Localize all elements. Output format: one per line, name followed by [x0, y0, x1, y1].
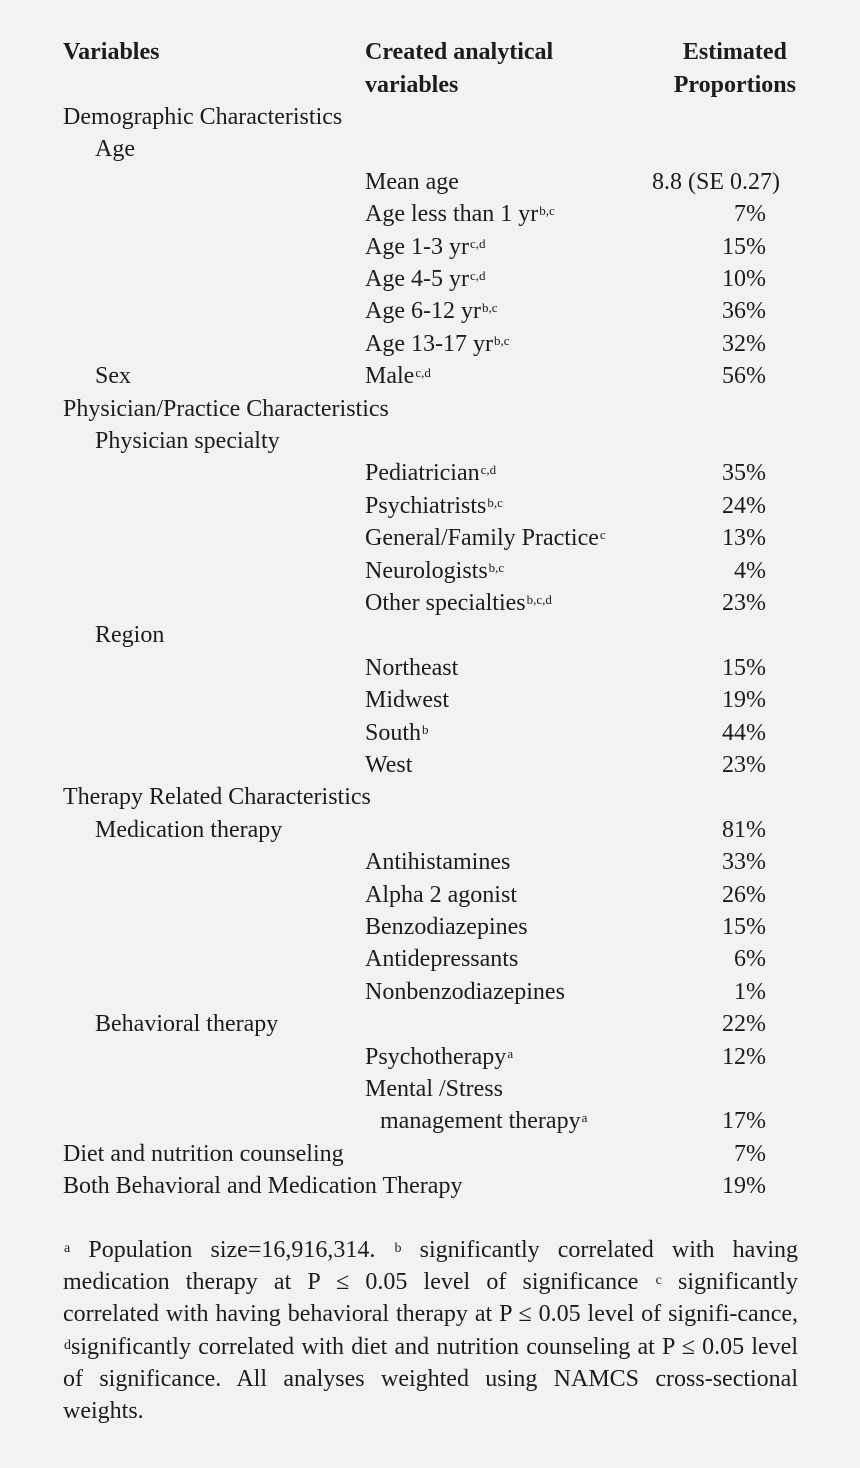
row-created-variable: [365, 1073, 503, 1105]
footnote-marker: b,c: [493, 332, 510, 348]
table-row: [0, 231, 860, 263]
row-variable: Physician/Practice Characteristics: [63, 395, 389, 422]
row-estimated-proportion: 8.8 (SE 0.27): [652, 168, 780, 195]
row-variable: Region: [95, 622, 165, 649]
created-variable-label: West: [365, 752, 413, 778]
footnote-marker: a: [507, 1045, 514, 1061]
header-proportions-line1: Estimated: [682, 39, 787, 65]
footnote-marker: c,d: [415, 365, 431, 381]
created-variable-label: Pediatrician: [365, 460, 480, 487]
created-variable-label: Neurologists: [365, 557, 488, 584]
row-estimated-proportion: 36%: [722, 298, 766, 325]
row-estimated-proportion: 35%: [722, 460, 766, 487]
row-variable: Demographic Characteristics: [63, 104, 343, 130]
created-variable-label: Antidepressants: [365, 946, 519, 973]
row-estimated-proportion: 23%: [722, 752, 766, 778]
row-created-variable: [365, 1041, 513, 1073]
row-variable: Diet and nutrition counseling: [63, 1140, 344, 1167]
row-estimated-proportion: 19%: [722, 1173, 766, 1200]
table-row: [0, 263, 860, 295]
created-variable-label: Age less than 1 yr: [365, 201, 539, 228]
footnote-text: Population size=16,916,314.: [70, 1237, 394, 1263]
table-row: [0, 522, 860, 554]
created-variable-label: Mean age: [365, 168, 459, 195]
table-row: [0, 101, 860, 133]
table-row: [0, 1170, 860, 1202]
footnote-marker: c,d: [480, 462, 497, 478]
row-created-variable: [365, 587, 552, 619]
table-row: [0, 781, 860, 813]
row-created-variable: [365, 360, 431, 392]
created-variable-label: Nonbenzodiazepines: [365, 978, 565, 1005]
footnote-marker: b,c,d: [526, 592, 552, 607]
row-created-variable: [365, 198, 555, 230]
footnote-marker: b,c: [539, 203, 555, 219]
table-row: [0, 879, 860, 911]
created-variable-label: Northeast: [365, 654, 459, 681]
table-row: [0, 749, 860, 781]
table-row: [0, 133, 860, 165]
created-variable-label: Age 13-17 yr: [365, 330, 493, 357]
row-variable: Age: [95, 136, 135, 163]
table-row: [0, 911, 860, 943]
row-created-variable: [365, 846, 510, 878]
row-created-variable: [365, 749, 412, 781]
footnote-marker: a: [581, 1110, 588, 1126]
row-estimated-proportion: 17%: [722, 1108, 766, 1135]
table-row: [0, 1073, 860, 1105]
row-estimated-proportion: 7%: [734, 1140, 766, 1167]
row-created-variable: [365, 490, 503, 522]
table-row: [0, 490, 860, 522]
table-row: [0, 393, 860, 425]
table-row: [0, 295, 860, 327]
header-created-line1: Created analytical: [365, 39, 554, 65]
table-row: [0, 846, 860, 878]
footnote-text: significantly correlated with having behavioral therapy at P ≤ 0.05 level of signifi-cance,: [63, 1269, 799, 1328]
created-variable-label: South: [365, 719, 422, 746]
row-estimated-proportion: 13%: [722, 525, 766, 552]
table-row: [0, 619, 860, 651]
created-variable-label: Other specialties: [365, 590, 526, 616]
footnote-marker: c,d: [469, 268, 486, 283]
row-created-variable: [365, 295, 498, 327]
table-row: [0, 943, 860, 975]
row-created-variable: [365, 457, 496, 489]
table-row: [0, 1008, 860, 1040]
row-created-variable: [365, 328, 510, 360]
footnote-marker: c: [599, 527, 606, 543]
footnote-text: significantly correlated with having medication therapy at P ≤ 0.05 level of significance: [63, 1237, 798, 1296]
created-variable-label: Benzodiazepines: [365, 914, 528, 940]
row-estimated-proportion: 15%: [722, 233, 766, 260]
table-row: [0, 684, 860, 716]
created-variable-label: Psychotherapy: [365, 1043, 507, 1070]
row-variable: Physician specialty: [95, 428, 280, 454]
row-estimated-proportion: 12%: [722, 1043, 766, 1070]
footnote-marker: c: [655, 1273, 662, 1289]
row-estimated-proportion: 10%: [722, 266, 766, 292]
created-variable-label: Male: [365, 363, 415, 390]
header-proportions-line2: Proportions: [673, 72, 796, 98]
table-row: [0, 814, 860, 846]
created-variable-label: Age 1-3 yr: [365, 233, 469, 260]
created-variable-label: Psychiatrists: [365, 492, 487, 519]
row-created-variable: [365, 684, 449, 716]
row-estimated-proportion: 56%: [722, 363, 766, 390]
table-row: [0, 652, 860, 684]
table-row: [0, 717, 860, 749]
footnote-marker: a: [64, 1241, 71, 1256]
created-variable-label: General/Family Practice: [365, 525, 599, 552]
footnote-marker: b: [394, 1241, 402, 1256]
created-variable-label: Antihistamines: [365, 849, 511, 876]
row-estimated-proportion: 26%: [722, 881, 766, 908]
footnote-text: significantly correlated with diet and nutrition counseling at P ≤ 0.05 level of significance. All analyses weighted using NAMCS cross-sectional weights.: [63, 1333, 798, 1425]
row-estimated-proportion: 1%: [734, 978, 766, 1005]
header-created-variables: [365, 36, 553, 102]
table-row: [0, 1041, 860, 1073]
row-created-variable: [365, 231, 486, 263]
row-created-variable: [365, 555, 504, 587]
row-estimated-proportion: 4%: [734, 557, 766, 584]
table-row: [0, 360, 860, 392]
row-created-variable: [365, 976, 565, 1008]
created-variable-label: Alpha 2 agonist: [365, 881, 517, 908]
row-variable: Behavioral therapy: [95, 1011, 279, 1038]
header-variables: Variables: [63, 39, 160, 65]
footnote: [63, 1234, 798, 1427]
table-row: [0, 198, 860, 230]
footnote-marker: c,d: [469, 235, 486, 251]
row-estimated-proportion: 19%: [722, 687, 766, 714]
table-row: [0, 328, 860, 360]
created-variable-label: Mental /Stress: [365, 1076, 503, 1102]
row-created-variable: [365, 522, 606, 554]
footnote-marker: b: [422, 721, 429, 737]
header-created-line2: variables: [365, 72, 459, 98]
table-row: [0, 166, 860, 198]
row-estimated-proportion: 44%: [722, 719, 766, 746]
row-created-variable: [365, 943, 518, 975]
row-estimated-proportion: 15%: [722, 914, 766, 940]
created-variable-label: management therapy: [380, 1108, 581, 1135]
row-estimated-proportion: 22%: [722, 1011, 766, 1038]
row-estimated-proportion: 6%: [734, 946, 766, 973]
table-row: [0, 457, 860, 489]
table-row: [0, 555, 860, 587]
row-estimated-proportion: 32%: [722, 330, 766, 357]
row-created-variable: [365, 879, 517, 911]
row-variable: Therapy Related Characteristics: [63, 784, 371, 811]
row-created-variable: [380, 1105, 587, 1137]
footnote-marker: b,c: [488, 559, 505, 575]
row-estimated-proportion: 24%: [722, 492, 766, 519]
table-row: [0, 976, 860, 1008]
row-estimated-proportion: 15%: [722, 654, 766, 681]
row-created-variable: [365, 166, 459, 198]
row-estimated-proportion: 81%: [722, 816, 766, 843]
table-row: [0, 425, 860, 457]
created-variable-label: Age 4-5 yr: [365, 266, 469, 292]
row-variable: Medication therapy: [95, 816, 283, 843]
row-estimated-proportion: 33%: [722, 849, 766, 876]
row-variable: Both Behavioral and Medication Therapy: [63, 1173, 463, 1200]
row-estimated-proportion: 7%: [734, 201, 766, 228]
row-created-variable: [365, 652, 458, 684]
row-variable: Sex: [95, 363, 131, 390]
table-row: [0, 1138, 860, 1170]
footnote-marker: d: [64, 1337, 71, 1353]
footnote-marker: b,c: [481, 300, 498, 316]
row-created-variable: [365, 911, 528, 943]
created-variable-label: Age 6-12 yr: [365, 298, 481, 325]
footnote-marker: b,c: [487, 494, 503, 510]
row-estimated-proportion: 23%: [722, 590, 766, 616]
header-estimated-proportions: [674, 36, 796, 102]
row-created-variable: [365, 717, 429, 749]
table-row: [0, 1105, 860, 1137]
table-row: [0, 587, 860, 619]
row-created-variable: [365, 263, 486, 295]
created-variable-label: Midwest: [365, 687, 449, 714]
